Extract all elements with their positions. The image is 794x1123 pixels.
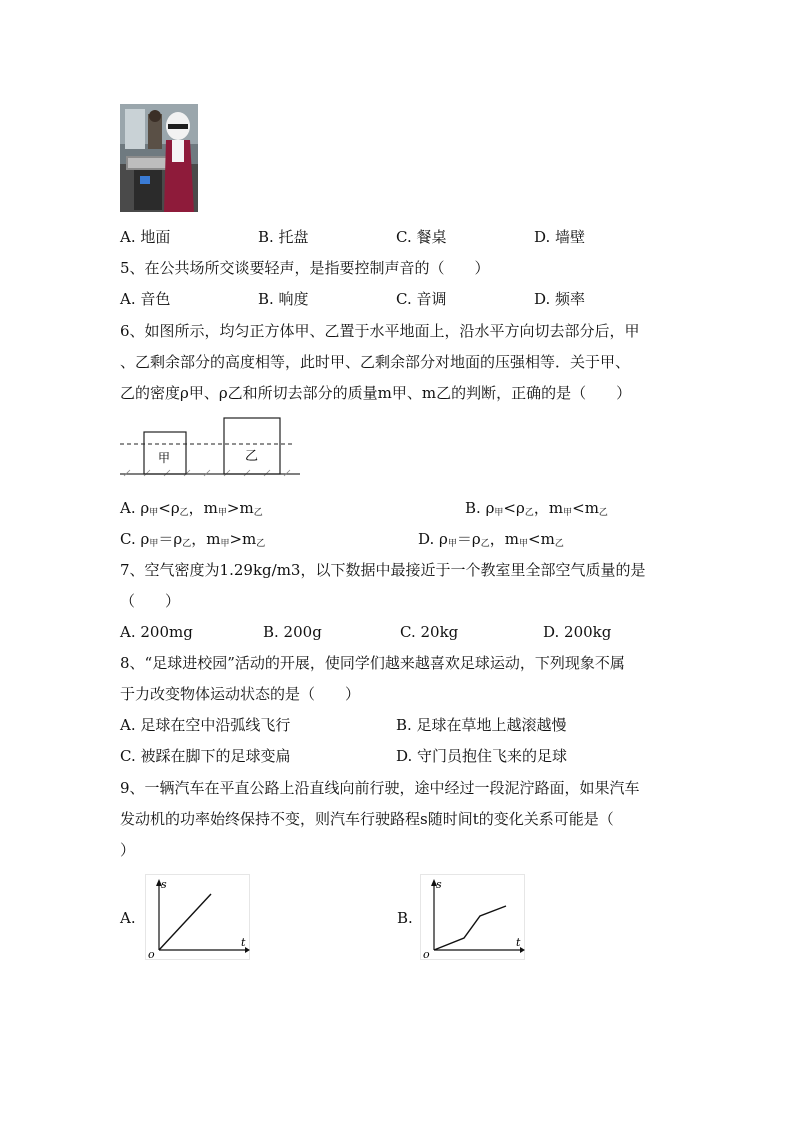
q6-question-line-2: 、乙剩余部分的高度相等，此时甲、乙剩余部分对地面的压强相等．关于甲、	[120, 353, 631, 371]
q5-question: 5、在公共场所交谈要轻声，是指要控制声音的（ ）	[120, 259, 490, 277]
origin-label: o	[423, 948, 430, 960]
q9-option-b-label[interactable]: B.	[397, 909, 413, 927]
cube-jia-label: 甲	[158, 451, 171, 465]
q7-option-b[interactable]: B. 200g	[263, 623, 322, 641]
q9-graph-a[interactable]	[145, 874, 250, 960]
origin-label: o	[148, 948, 155, 960]
line-a	[159, 894, 211, 950]
axis-s-label: s	[161, 878, 167, 891]
q9-option-a-label[interactable]: A.	[120, 909, 136, 927]
q9-question-line-1: 9、一辆汽车在平直公路上沿直线向前行驶，途中经过一段泥泞路面，如果汽车	[120, 779, 640, 797]
q8-question-line-1: 8、“足球进校园”活动的开展，使同学们越来越喜欢足球运动，下列现象不属	[120, 654, 625, 672]
q7-option-c[interactable]: C. 20kg	[400, 623, 459, 641]
q8-option-a[interactable]: A. 足球在空中沿弧线飞行	[120, 716, 291, 734]
q5-option-b[interactable]: B. 响度	[258, 290, 309, 308]
q5-option-d[interactable]: D. 频率	[534, 290, 586, 308]
q7-option-d[interactable]: D. 200kg	[543, 623, 612, 641]
q7-option-a[interactable]: A. 200mg	[120, 623, 193, 641]
q6-option-c[interactable]: C. $\rho_甲=\rho_乙$，$m_甲>m_乙$	[120, 530, 266, 549]
q6-option-d[interactable]: D. $\rho_甲=\rho_乙$，$m_甲<m_乙$	[418, 530, 564, 549]
q6-cubes-figure	[120, 414, 300, 478]
axis-t-label: t	[516, 936, 521, 949]
q5-option-a[interactable]: A. 音色	[120, 290, 171, 308]
q6-option-a[interactable]: A. $\rho_甲<\rho_乙$，$m_甲>m_乙$	[120, 499, 263, 518]
q9-question-line-3: ）	[120, 841, 136, 859]
axis-s-label: s	[436, 878, 442, 891]
q8-option-b[interactable]: B. 足球在草地上越滚越慢	[396, 716, 567, 734]
cube-yi-label: 乙	[245, 449, 259, 464]
robot-waiter-photo	[120, 104, 198, 212]
q6-question-line-3: 乙的密度ρ甲、ρ乙和所切去部分的质量m甲、m乙的判断，正确的是（ ）	[120, 384, 632, 402]
q7-question-line-2: （ ）	[120, 592, 181, 610]
line-b	[434, 906, 506, 950]
q9-question-line-2: 发动机的功率始终保持不变，则汽车行驶路程s随时间t的变化关系可能是（	[120, 810, 614, 828]
q8-option-d[interactable]: D. 守门员抱住飞来的足球	[396, 747, 568, 765]
q4-option-a[interactable]: A. 地面	[120, 228, 171, 246]
q4-option-c[interactable]: C. 餐桌	[396, 228, 447, 246]
cube-yi	[224, 418, 280, 474]
q4-option-d[interactable]: D. 墙壁	[534, 228, 586, 246]
q5-option-c[interactable]: C. 音调	[396, 290, 447, 308]
q4-option-b[interactable]: B. 托盘	[258, 228, 309, 246]
q6-question-line-1: 6、如图所示，均匀正方体甲、乙置于水平地面上，沿水平方向切去部分后，甲	[120, 322, 640, 340]
q7-question-line-1: 7、空气密度为1.29kg/m3，以下数据中最接近于一个教室里全部空气质量的是	[120, 561, 646, 579]
q9-graph-b[interactable]	[420, 874, 525, 960]
q6-option-b[interactable]: B. $\rho_甲<\rho_乙$，$m_甲<m_乙$	[465, 499, 608, 518]
q8-question-line-2: 于力改变物体运动状态的是（ ）	[120, 685, 361, 703]
axis-t-label: t	[241, 936, 246, 949]
q8-option-c[interactable]: C. 被踩在脚下的足球变扁	[120, 747, 291, 765]
